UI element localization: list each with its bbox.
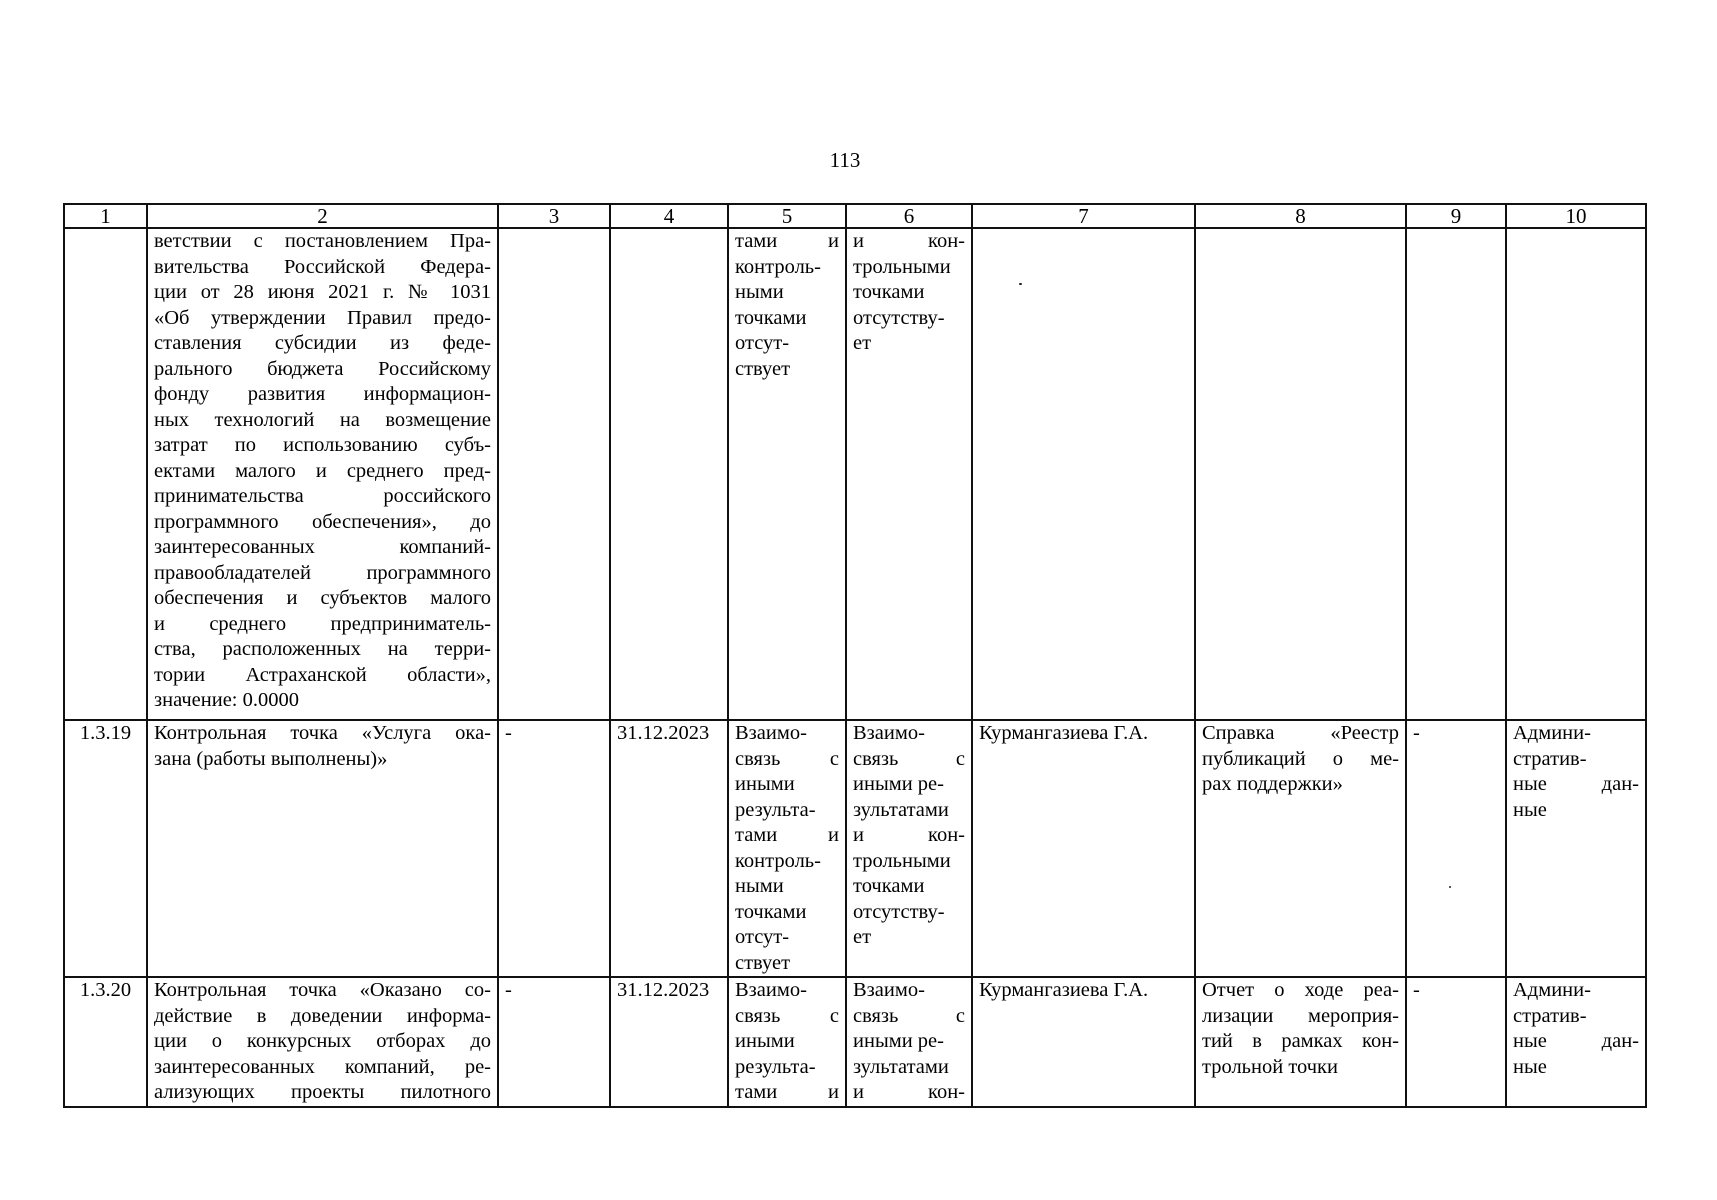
text-line: трольными <box>853 255 951 278</box>
cell-col9: - <box>1406 720 1506 977</box>
cell-col9 <box>1406 228 1506 720</box>
text-line: Взаимо- <box>735 722 807 744</box>
text-line: тории Астраханской области», <box>154 663 491 686</box>
table-row <box>64 977 1646 1107</box>
text-line: связь с <box>735 747 839 770</box>
cell-base-value: - <box>498 977 610 1107</box>
text-line: иными ре- <box>853 1030 944 1052</box>
text-line: иными <box>735 773 795 795</box>
scan-speck <box>1449 886 1451 888</box>
text-line: фонду развития информацион- <box>154 383 491 405</box>
text-line: тами и <box>735 230 839 252</box>
text-line: иными ре- <box>853 773 944 795</box>
text-line: зультатами <box>853 1055 949 1078</box>
cell-name <box>147 977 498 1107</box>
text-line: заинтересованных компаний, ре- <box>154 1055 491 1078</box>
text-line: зана (работы выполнены)» <box>154 747 388 770</box>
text-line: принимательства российского <box>154 485 491 507</box>
cell-info-system <box>1506 720 1646 977</box>
cell-date: 31.12.2023 <box>610 720 728 977</box>
cell-document <box>1195 977 1406 1107</box>
col-header-3: 3 <box>498 204 610 228</box>
text-line: результа- <box>735 1055 816 1078</box>
cell-name <box>147 720 498 977</box>
text-line: результа- <box>735 798 816 821</box>
measures-table <box>63 203 1647 1108</box>
text-line: связь с <box>853 747 965 770</box>
text-line: ные <box>1513 1055 1547 1078</box>
cell-base-value: - <box>498 720 610 977</box>
text-line: Админи- <box>1513 979 1591 1001</box>
text-line: ции о конкурсных отборах до <box>154 1030 491 1052</box>
text-line: стратив- <box>1513 1004 1587 1027</box>
cell-responsible <box>972 228 1195 720</box>
text-line: ветствии с постановлением Пра- <box>154 230 491 252</box>
cell-successor <box>846 720 972 977</box>
text-line: отсут- <box>735 332 790 354</box>
text-line: Взаимо- <box>853 722 925 744</box>
text-line: ции от 28 июня 2021 г. № 1031 <box>154 281 491 303</box>
text-line: тами и <box>735 824 839 846</box>
cell-date: 31.12.2023 <box>610 977 728 1107</box>
cell-document <box>1195 228 1406 720</box>
text-line: ставления субсидии из феде- <box>154 332 491 354</box>
text-line: и кон- <box>853 1081 965 1103</box>
text-line: отсутству- <box>853 306 945 329</box>
text-line: связь с <box>735 1004 839 1027</box>
text-line: программного обеспечения», до <box>154 510 491 533</box>
text-line: ет <box>853 926 872 948</box>
text-line: ные дан- <box>1513 773 1639 795</box>
text-line: рах поддержки» <box>1202 773 1343 795</box>
text-line: ства, расположенных на терри- <box>154 638 491 660</box>
text-line: Админи- <box>1513 722 1591 744</box>
text-line: вительства Российской Федера- <box>154 255 491 278</box>
col-header-4: 4 <box>610 204 728 228</box>
text-line: ные дан- <box>1513 1030 1639 1052</box>
text-line: Справка «Реестр <box>1202 722 1399 744</box>
cell-responsible: Курмангазиева Г.А. <box>972 720 1195 977</box>
scan-speck <box>1019 283 1022 285</box>
text-line: и кон- <box>853 230 965 252</box>
text-line: действие в доведении информа- <box>154 1004 491 1027</box>
text-line: лизации мероприя- <box>1202 1004 1399 1027</box>
text-line: отсут- <box>735 926 790 948</box>
column-number-row <box>64 204 1646 228</box>
cell-name <box>147 228 498 720</box>
cell-col9: - <box>1406 977 1506 1107</box>
text-line: Контрольная точка «Услуга ока- <box>154 722 491 744</box>
text-line: отсутству- <box>853 900 945 923</box>
text-line: ет <box>853 332 872 354</box>
text-line: публикаций о ме- <box>1202 747 1399 770</box>
text-line: контроль- <box>735 849 821 872</box>
text-line: Контрольная точка «Оказано со- <box>154 979 491 1001</box>
cell-responsible: Курмангазиева Г.А. <box>972 977 1195 1107</box>
text-line: и кон- <box>853 824 965 846</box>
text-line: связь с <box>853 1004 965 1027</box>
text-line: Взаимо- <box>853 979 925 1001</box>
page-number: 113 <box>829 148 861 172</box>
text-line: трольной точки <box>1202 1055 1338 1078</box>
cell-info-system <box>1506 977 1646 1107</box>
text-line: контроль- <box>735 255 821 278</box>
col-header-5: 5 <box>728 204 846 228</box>
text-line: трольными <box>853 849 951 872</box>
text-line: зультатами <box>853 798 949 821</box>
text-line: ализующих проекты пилотного <box>154 1081 491 1103</box>
text-line: ствует <box>735 951 791 974</box>
text-line: значение: 0.0000 <box>154 689 299 711</box>
col-header-6: 6 <box>846 204 972 228</box>
text-line: точками <box>735 900 807 923</box>
text-line: точками <box>735 306 807 329</box>
col-header-7: 7 <box>972 204 1195 228</box>
col-header-8: 8 <box>1195 204 1406 228</box>
col-header-9: 9 <box>1406 204 1506 228</box>
text-line: Отчет о ходе реа- <box>1202 979 1399 1001</box>
col-header-10: 10 <box>1506 204 1646 228</box>
cell-successor <box>846 977 972 1107</box>
text-line: ствует <box>735 357 791 380</box>
text-line: ные <box>1513 798 1547 821</box>
col-header-2: 2 <box>147 204 498 228</box>
cell-predecessor <box>728 228 846 720</box>
text-line: затрат по использованию субъ- <box>154 434 491 456</box>
cell-predecessor <box>728 720 846 977</box>
text-line: ными <box>735 281 784 303</box>
cell-predecessor <box>728 977 846 1107</box>
text-line: «Об утверждении Правил предо- <box>154 306 491 329</box>
text-line: тий в рамках кон- <box>1202 1030 1399 1052</box>
text-line: иными <box>735 1030 795 1052</box>
col-header-1: 1 <box>64 204 147 228</box>
cell-number: 1.3.19 <box>64 720 147 977</box>
text-line: рального бюджета Российскому <box>154 357 491 380</box>
text-line: ектами малого и среднего пред- <box>154 459 491 482</box>
cell-number: 1.3.20 <box>64 977 147 1107</box>
cell-date <box>610 228 728 720</box>
text-line: тами и <box>735 1081 839 1103</box>
cell-base-value <box>498 228 610 720</box>
text-line: точками <box>853 875 925 897</box>
text-line: ных технологий на возмещение <box>154 408 491 431</box>
table-row <box>64 228 1646 720</box>
text-line: заинтересованных компаний- <box>154 536 491 558</box>
text-line: Взаимо- <box>735 979 807 1001</box>
cell-successor <box>846 228 972 720</box>
text-line: ными <box>735 875 784 897</box>
text-line: и среднего предприниматель- <box>154 612 491 635</box>
text-line: правообладателей программного <box>154 561 491 584</box>
cell-document <box>1195 720 1406 977</box>
text-line: точками <box>853 281 925 303</box>
cell-info-system <box>1506 228 1646 720</box>
cell-number <box>64 228 147 720</box>
text-line: стратив- <box>1513 747 1587 770</box>
text-line: обеспечения и субъектов малого <box>154 587 491 609</box>
table-row <box>64 720 1646 977</box>
